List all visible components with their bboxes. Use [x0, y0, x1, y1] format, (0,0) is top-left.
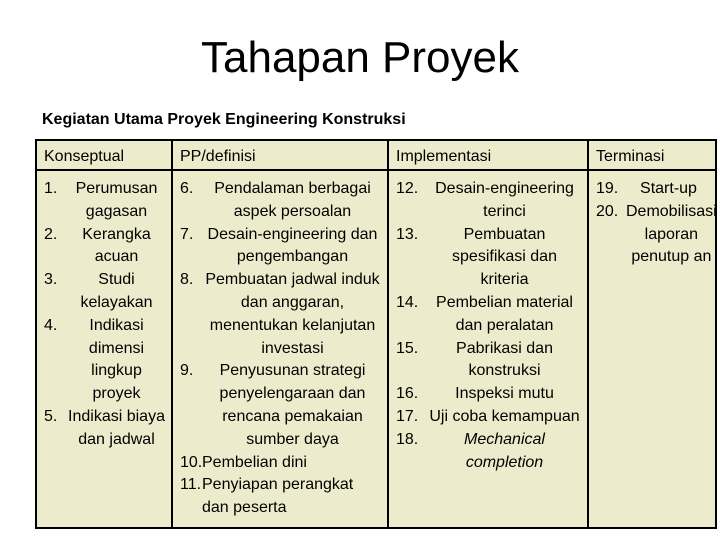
header-row: [36, 140, 716, 170]
item-number: 4.: [44, 316, 58, 334]
item-text: Demobilisasi laporan penutup an: [626, 202, 717, 266]
list-item: [396, 429, 583, 475]
item-text: Indikasi biaya dan jadwal: [68, 407, 165, 448]
item-text: Pembuatan spesifikasi dan kriteria: [452, 225, 557, 289]
list-item: [396, 383, 583, 406]
item-text: Inspeksi mutu: [455, 385, 554, 403]
item-number: 2.: [44, 225, 58, 243]
list-item: [44, 269, 167, 315]
list-item: [44, 224, 167, 270]
item-text: Kerangka acuan: [82, 225, 151, 266]
item-text: Penyusunan strategi penyelengaraan dan rencana pemakaian sumber daya: [219, 362, 366, 448]
item-text: Pabrikasi dan konstruksi: [456, 339, 553, 380]
item-number: 12.: [396, 180, 419, 197]
header-terminasi: Terminasi: [588, 140, 716, 170]
header-pp-definisi: PP/definisi: [172, 140, 388, 170]
column-pp-definisi: [172, 170, 388, 528]
header-implementasi: Implementasi: [388, 140, 588, 170]
table-subtitle: Kegiatan Utama Proyek Engineering Konstruksi: [42, 111, 406, 128]
list-item: [44, 178, 167, 224]
item-text: Perumusan gagasan: [75, 180, 158, 220]
list-item: [396, 224, 583, 292]
item-text: Pembelian dini: [202, 453, 307, 471]
content-row: [36, 170, 716, 528]
item-number: 9.: [180, 362, 194, 380]
item-text: Pendalaman berbagai aspek persoalan: [214, 180, 371, 220]
list-item: [596, 178, 711, 201]
item-text: Penyiapan perangkat dan peserta: [202, 476, 354, 517]
item-number: 13.: [396, 225, 419, 243]
item-number: 20.: [596, 202, 619, 220]
item-number: 6.: [180, 180, 194, 197]
item-number: 16.: [396, 385, 419, 403]
item-number: 15.: [396, 339, 419, 357]
item-text: Studi kelayakan: [80, 271, 153, 311]
item-text: Uji coba kemampuan: [429, 407, 580, 425]
header-konseptual: Konseptual: [36, 140, 172, 170]
item-text: Start-up: [640, 180, 697, 197]
item-number: 10.: [180, 453, 203, 471]
item-number: 19.: [596, 180, 619, 197]
item-text: Pembelian material dan peralatan: [436, 293, 573, 334]
column-implementasi: [388, 170, 588, 528]
list-item: [396, 178, 583, 224]
column-terminasi: [588, 170, 716, 528]
project-stages-table: [35, 139, 717, 529]
item-number: 11.: [180, 476, 202, 494]
list-item: [396, 338, 583, 384]
item-number: 14.: [396, 293, 419, 311]
item-text: Desain-engineering terinci: [435, 180, 574, 220]
list-item: [180, 224, 383, 270]
item-text: Desain-engineering dan pengembangan: [207, 225, 378, 266]
list-item: [180, 474, 383, 520]
list-item: [180, 452, 383, 475]
item-text: Mechanical completion: [464, 430, 545, 471]
list-item: [44, 406, 167, 452]
list-item: [180, 269, 383, 360]
item-number: 8.: [180, 271, 194, 289]
column-konseptual: [36, 170, 172, 528]
list-item: [396, 406, 583, 429]
list-item: [180, 360, 383, 451]
list-item: [596, 201, 717, 269]
item-number: 3.: [44, 271, 58, 289]
list-item: [396, 292, 583, 338]
page-title: Tahapan Proyek: [201, 33, 519, 82]
item-number: 7.: [180, 225, 194, 243]
item-number: 1.: [44, 180, 58, 197]
item-text: Pembuatan jadwal induk dan anggaran, menentukan kelanjutan investasi: [205, 271, 380, 357]
item-number: 18.: [396, 430, 419, 448]
item-number: 17.: [396, 407, 419, 425]
item-number: 5.: [44, 407, 58, 425]
item-text: Indikasi dimensi lingkup proyek: [88, 316, 145, 403]
list-item: [44, 315, 167, 406]
list-item: [180, 178, 383, 224]
